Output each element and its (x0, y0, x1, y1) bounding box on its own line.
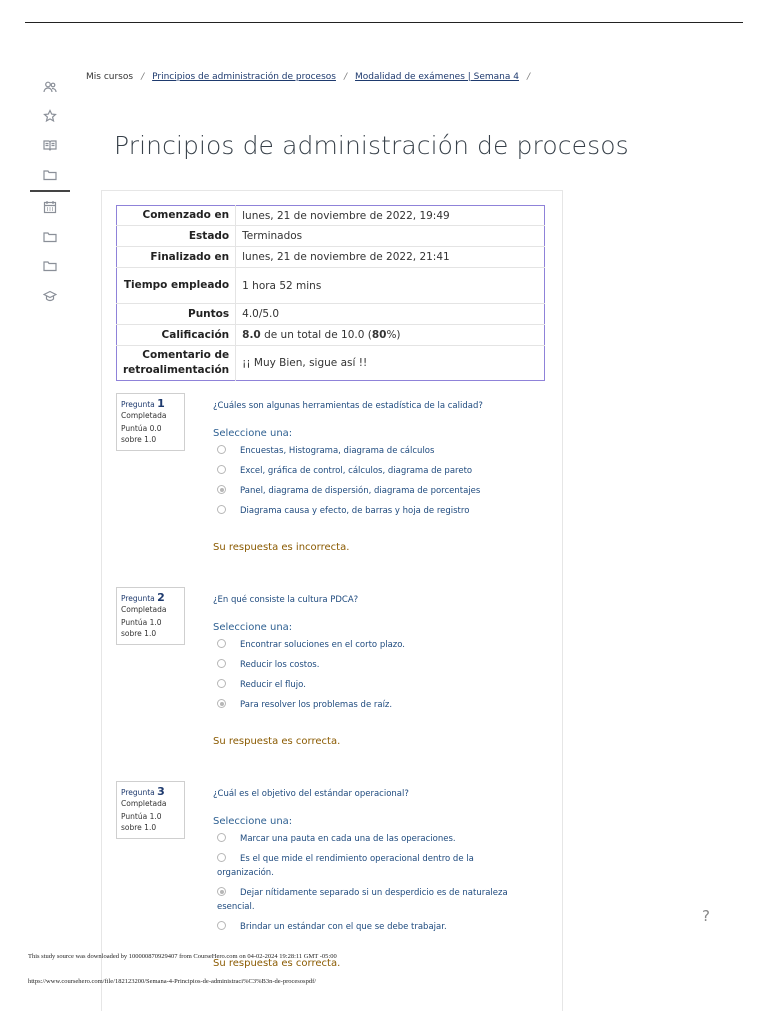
question-label: Pregunta (121, 594, 155, 603)
question-prompt: Seleccione una: (213, 428, 293, 439)
radio-button[interactable] (217, 833, 226, 842)
answer-option-label: Brindar un estándar con el que se debe trabajar. (240, 922, 447, 932)
folder-icon[interactable] (30, 257, 70, 275)
answer-option-label: Es el que mide el rendimiento operacional dentro de la organización. (217, 854, 474, 878)
radio-button-selected[interactable] (217, 485, 226, 494)
summary-value: lunes, 21 de noviembre de 2022, 21:41 (236, 247, 545, 268)
radio-button-selected[interactable] (217, 699, 226, 708)
rail-active-indicator (30, 190, 70, 192)
answer-option[interactable] (217, 920, 447, 934)
question-prompt: Seleccione una: (213, 816, 293, 827)
summary-row (117, 304, 545, 325)
question-info-box (116, 781, 185, 839)
question-score: Puntúa 0.0 sobre 1.0 (121, 424, 162, 444)
summary-row (117, 206, 545, 226)
answer-option-label: Panel, diagrama de dispersión, diagrama de porcentajes (240, 486, 481, 496)
summary-key: Comenzado en (117, 206, 236, 226)
question-info-box (116, 587, 185, 645)
question-number: 1 (157, 397, 165, 410)
radio-button[interactable] (217, 853, 226, 862)
answer-option[interactable] (217, 832, 456, 846)
question-text: ¿Cuáles son algunas herramientas de estadística de la calidad? (213, 401, 483, 411)
summary-row (117, 325, 545, 346)
radio-button-selected[interactable] (217, 887, 226, 896)
answer-option[interactable] (217, 678, 306, 692)
answer-option-label: Encontrar soluciones en el corto plazo. (240, 640, 406, 650)
summary-row (117, 346, 545, 381)
participants-icon[interactable] (30, 78, 70, 96)
summary-key: Estado (117, 226, 236, 247)
answer-feedback: Su respuesta es correcta. (213, 736, 341, 747)
summary-value: lunes, 21 de noviembre de 2022, 19:49 (242, 209, 450, 222)
grade-percent: 80 (371, 329, 387, 341)
summary-key: Calificación (117, 325, 236, 346)
question-info-box (116, 393, 185, 451)
answer-option[interactable] (217, 638, 405, 652)
answer-option[interactable] (217, 698, 392, 712)
answer-option[interactable] (217, 852, 517, 880)
calendar-icon[interactable] (30, 198, 70, 216)
answer-option-label: Encuestas, Histograma, diagrama de cálculos (240, 446, 435, 456)
question-status: Completada (121, 605, 167, 614)
question-score: Puntúa 1.0 sobre 1.0 (121, 812, 162, 832)
answer-option[interactable] (217, 658, 319, 672)
answer-option-label: Marcar una pauta en cada una de las operaciones. (240, 834, 456, 844)
summary-key: Puntos (117, 304, 236, 325)
grade-total-text: de un total de 10.0 ( (260, 329, 372, 341)
answer-option-label: Reducir los costos. (240, 660, 320, 670)
graduation-cap-icon[interactable] (30, 287, 70, 305)
grade-percent-suffix: %) (386, 329, 401, 341)
breadcrumb-section-link[interactable]: Modalidad de exámenes | Semana 4 (355, 72, 519, 82)
answer-option-label: Para resolver los problemas de raíz. (240, 700, 393, 710)
summary-row (117, 226, 545, 247)
answer-feedback: Su respuesta es correcta. (213, 958, 341, 969)
breadcrumb-separator: / (526, 72, 531, 82)
question-prompt: Seleccione una: (213, 622, 293, 633)
breadcrumb-home[interactable]: Mis cursos (86, 72, 134, 82)
grade-value: 8.0 (242, 329, 261, 341)
question-score: Puntúa 1.0 sobre 1.0 (121, 618, 162, 638)
radio-button[interactable] (217, 679, 226, 688)
answer-option[interactable] (217, 444, 434, 458)
answer-option-label: Reducir el flujo. (240, 680, 306, 690)
question-label: Pregunta (121, 400, 155, 409)
summary-value: ¡¡ Muy Bien, sigue así !! (236, 346, 545, 381)
radio-button[interactable] (217, 445, 226, 454)
book-icon[interactable] (30, 136, 70, 154)
radio-button[interactable] (217, 659, 226, 668)
answer-option-label: Diagrama causa y efecto, de barras y hoja de registro (240, 506, 470, 516)
summary-value (236, 325, 545, 346)
help-button[interactable]: ? (702, 907, 710, 925)
source-url: https://www.coursehero.com/file/182123200/Semana-4-Principios-de-administraci%C3%B3n-de-procesospdf/ (28, 978, 317, 985)
question-label: Pregunta (121, 788, 155, 797)
radio-button[interactable] (217, 921, 226, 930)
question-status: Completada (121, 799, 167, 808)
radio-button[interactable] (217, 639, 226, 648)
star-icon[interactable] (30, 107, 70, 125)
attempt-summary-table (116, 205, 545, 381)
answer-option[interactable] (217, 504, 469, 518)
answer-feedback: Su respuesta es incorrecta. (213, 542, 350, 553)
top-divider (25, 22, 743, 23)
question-number: 3 (157, 785, 165, 798)
question-number: 2 (157, 591, 165, 604)
breadcrumb-separator: / (141, 72, 145, 82)
question-status: Completada (121, 411, 167, 420)
folder-icon[interactable] (30, 166, 70, 184)
breadcrumb-separator: / (343, 72, 348, 82)
radio-button[interactable] (217, 505, 226, 514)
summary-row (117, 268, 545, 304)
breadcrumb (86, 72, 538, 82)
answer-option-label: Excel, gráfica de control, cálculos, diagrama de pareto (240, 466, 473, 476)
radio-button[interactable] (217, 465, 226, 474)
summary-key: Tiempo empleado (117, 268, 236, 304)
summary-row (117, 247, 545, 268)
summary-key: Finalizado en (117, 247, 236, 268)
summary-value: 1 hora 52 mins (236, 268, 545, 304)
answer-option-label: Dejar nítidamente separado si un desperdicio es de naturaleza esencial. (217, 888, 508, 912)
breadcrumb-course-link[interactable]: Principios de administración de procesos (152, 72, 336, 82)
download-note: This study source was downloaded by 100000870929407 from CourseHero.com on 04-02-2024 19:28:11 GMT -05:00 (28, 953, 337, 960)
page-title: Principios de administración de procesos (114, 131, 629, 160)
question-text: ¿Cuál es el objetivo del estándar operacional? (213, 789, 409, 799)
question-text: ¿En qué consiste la cultura PDCA? (213, 595, 359, 605)
folder-icon[interactable] (30, 228, 70, 246)
answer-option[interactable] (217, 886, 517, 914)
answer-option[interactable] (217, 484, 480, 498)
answer-option[interactable] (217, 464, 472, 478)
summary-key: Comentario de retroalimentación (117, 346, 236, 381)
summary-value: 4.0/5.0 (236, 304, 545, 325)
summary-value: Terminados (236, 226, 545, 247)
